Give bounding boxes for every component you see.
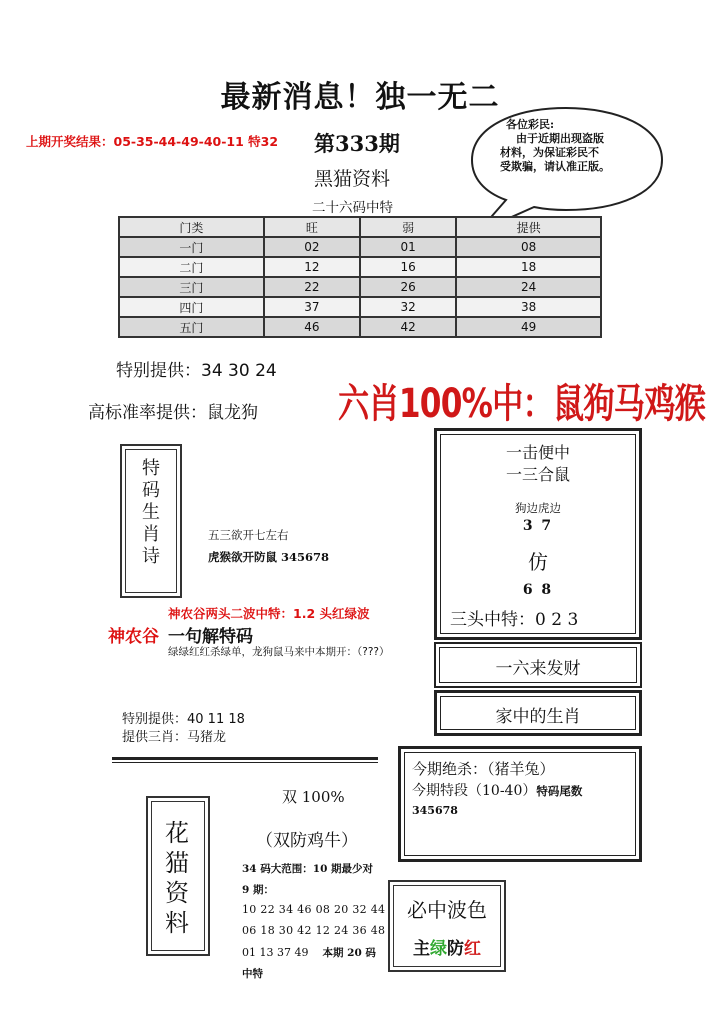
table-cell: 37 (264, 297, 360, 317)
one-hit-line-1: 一击便中 (505, 443, 570, 462)
table-row (119, 317, 601, 337)
table-header-cell: 旺 (264, 217, 360, 237)
range-numbers-2: 06 18 30 42 12 24 36 48 (242, 924, 386, 937)
divider (112, 762, 378, 763)
range-numbers-3-main: 01 13 37 49 (242, 946, 309, 959)
poem-title-char: 诗 (142, 546, 160, 567)
divider (112, 757, 378, 760)
table-row (119, 257, 601, 277)
one-hit-line-6: 6 8 (522, 582, 554, 598)
table-cell: 四门 (119, 297, 264, 317)
table-header-cell: 提供 (456, 217, 601, 237)
poem-title-char: 特 (142, 458, 160, 479)
table-cell: 08 (456, 237, 601, 257)
special-offer-1: 特别提供：34 30 24 (116, 361, 277, 381)
table-cell: 18 (456, 257, 601, 277)
table-header-row (119, 217, 601, 237)
table-row (119, 297, 601, 317)
table-header-cell: 门类 (119, 217, 264, 237)
table-cell: 49 (456, 317, 601, 337)
last-result: 上期开奖结果：05-35-44-49-40-11 特32 (26, 134, 279, 149)
range-line-1: 34 码大范围：10 期最少对 (242, 863, 374, 875)
three-zodiac-offer: 提供三肖：马猪龙 (122, 730, 227, 745)
table-cell: 五门 (119, 317, 264, 337)
kill-tail-label: 特码尾数 (536, 784, 583, 798)
poem-line-1: 五三欲开七左右 (208, 528, 289, 542)
shennonggu-desc: 绿绿红红杀绿单，龙狗鼠马来中本期开：（???） (168, 646, 390, 658)
shennonggu-name: 神农谷 (108, 627, 159, 647)
fortune-text: 一六来发财 (495, 659, 581, 679)
table-cell: 16 (360, 257, 456, 277)
wave-title: 必中波色 (407, 898, 487, 922)
special-offer-2: 特别提供：40 11 18 (122, 712, 245, 727)
bubble-line: 各位彩民: (506, 118, 555, 131)
table-cell: 46 (264, 317, 360, 337)
six-zodiac-banner: 六肖100%中：鼠狗马鸡猴 (338, 381, 706, 427)
wave-colors (388, 934, 506, 959)
bubble-line: 材料，为保证彩民不 (500, 146, 599, 159)
table-row (119, 277, 601, 297)
wave-middle: 防 (447, 939, 464, 959)
double-guard: （双防鸡牛） (256, 831, 358, 851)
poem-title-char: 码 (142, 480, 160, 501)
bubble-line: 由于近期出现盗版 (516, 132, 604, 145)
kill-line-1: 今期绝杀：（猪羊兔） (412, 760, 555, 778)
poem-title-char: 肖 (142, 524, 160, 545)
number-table (118, 216, 602, 338)
one-hit-line-5: 仿 (528, 550, 548, 574)
wave-red: 红 (464, 939, 481, 959)
shennonggu-wave-line: 神农谷两头二波中特：1.2 头红绿波 (168, 606, 370, 621)
table-caption: 二十六码中特 (312, 200, 393, 216)
poem-line-2: 虎猴欲开防鼠 345678 (208, 550, 330, 564)
table-cell: 01 (360, 237, 456, 257)
huamao-title (160, 818, 194, 938)
kill-segment: 今期特段（10-40） (412, 783, 537, 799)
table-cell: 一门 (119, 237, 264, 257)
wave-prefix: 主 (413, 939, 430, 959)
shennonggu-title: 一句解特码 (168, 627, 253, 647)
huamao-title-char: 猫 (165, 849, 189, 877)
table-cell: 02 (264, 237, 360, 257)
range-numbers-3 (242, 945, 376, 960)
poem-title (138, 458, 164, 568)
table-row (119, 237, 601, 257)
table-header-cell: 弱 (360, 217, 456, 237)
range-line-2: 9 期： (242, 884, 274, 896)
three-head-special: 三头中特：0 2 3 (450, 610, 579, 630)
table-cell: 32 (360, 297, 456, 317)
one-hit-line-4: 3 7 (522, 518, 554, 534)
one-hit-line-2: 一三合鼠 (505, 465, 570, 484)
table-cell: 38 (456, 297, 601, 317)
table-cell: 24 (456, 277, 601, 297)
bubble-text (500, 118, 636, 174)
subtitle: 黑猫资料 (314, 168, 391, 190)
huamao-title-char: 花 (165, 819, 189, 847)
double-100: 双 100% (282, 788, 345, 806)
wave-green: 绿 (430, 939, 447, 959)
home-text: 家中的生肖 (495, 707, 581, 727)
huamao-title-char: 料 (165, 909, 189, 937)
table-cell: 二门 (119, 257, 264, 277)
issue-number: 第333期 (314, 131, 400, 156)
table-cell: 22 (264, 277, 360, 297)
kill-line-2 (412, 780, 582, 800)
table-cell: 三门 (119, 277, 264, 297)
one-hit-line-3: 狗边虎边 (515, 501, 561, 515)
range-numbers-4: 中特 (242, 968, 263, 980)
high-rate-offer: 高标准率提供：鼠龙狗 (88, 403, 258, 423)
huamao-title-char: 资 (165, 879, 189, 907)
headline: 最新消息！独一无二 (220, 80, 500, 115)
table-cell: 26 (360, 277, 456, 297)
range-numbers-3-note: 本期 20 码 (322, 947, 376, 959)
kill-line-3: 345678 (412, 804, 458, 817)
table-cell: 42 (360, 317, 456, 337)
bubble-line: 受欺骗，请认准正版。 (500, 160, 610, 173)
table-cell: 12 (264, 257, 360, 277)
poem-title-char: 生 (142, 502, 160, 523)
range-numbers-1: 10 22 34 46 08 20 32 44 (242, 903, 386, 916)
